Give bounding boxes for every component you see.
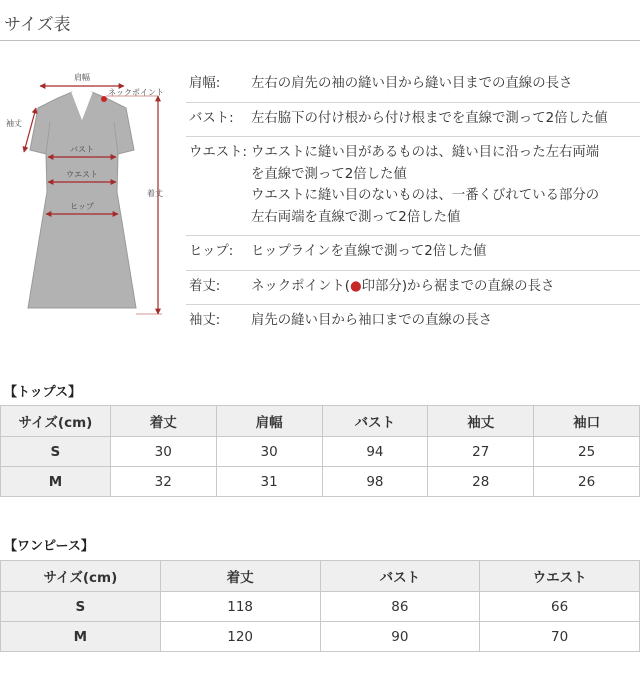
definition-term: バスト: xyxy=(189,110,234,126)
table-row xyxy=(1,437,640,467)
table-header-row xyxy=(1,406,640,437)
definition-line: を直線で測って2倍した値 xyxy=(251,166,407,182)
column-header: 袖丈 xyxy=(428,406,534,437)
definition-text: ネックポイント( xyxy=(251,278,350,294)
column-header: 着丈 xyxy=(160,561,320,592)
definition-row xyxy=(186,271,640,306)
definition-row xyxy=(186,103,640,138)
measurement-definitions xyxy=(186,68,640,339)
size-cell: M xyxy=(1,622,161,652)
waist-label: ウエスト xyxy=(66,170,98,179)
column-header: 袖口 xyxy=(534,406,640,437)
table-cell: 118 xyxy=(160,592,320,622)
dress-diagram xyxy=(0,62,180,332)
column-header: バスト xyxy=(320,561,480,592)
definition-term: 着丈: xyxy=(189,278,221,294)
page-title: サイズ表 xyxy=(4,15,71,35)
table-cell: 90 xyxy=(320,622,480,652)
definition-desc xyxy=(251,142,640,228)
definition-desc xyxy=(251,241,640,263)
definition-desc xyxy=(251,276,640,298)
neck-point-dot xyxy=(101,96,107,102)
table-row xyxy=(1,592,640,622)
title-divider xyxy=(0,40,640,41)
bust-label: バスト xyxy=(70,145,94,154)
definition-row xyxy=(186,137,640,236)
shoulder-label: 肩幅 xyxy=(74,73,90,82)
table-cell: 28 xyxy=(428,467,534,497)
neck-point-label: ネックポイント xyxy=(108,88,164,97)
table-cell: 98 xyxy=(322,467,428,497)
definition-term: 袖丈: xyxy=(189,313,221,328)
definition-line: ヒップラインを直線で測って2倍した値 xyxy=(251,244,487,259)
column-header: ウエスト xyxy=(480,561,640,592)
table-row xyxy=(1,467,640,497)
definition-term: ウエスト: xyxy=(189,145,248,160)
definition-line: 左右両端を直線で測って2倍した値 xyxy=(251,209,461,225)
definition-term: ヒップ: xyxy=(189,244,234,259)
table-cell: 94 xyxy=(322,437,428,467)
length-label: 着丈 xyxy=(147,189,163,198)
definition-row xyxy=(186,68,640,103)
table-cell: 25 xyxy=(534,437,640,467)
table-cell: 30 xyxy=(216,437,322,467)
definition-term: 肩幅: xyxy=(189,76,221,91)
table-row xyxy=(1,622,640,652)
definition-line: 左右脇下の付け根から付け根までを直線で測って2倍した値 xyxy=(251,110,608,126)
table-cell: 70 xyxy=(480,622,640,652)
column-header: バスト xyxy=(322,406,428,437)
table-cell: 27 xyxy=(428,437,534,467)
table-cell: 120 xyxy=(160,622,320,652)
definition-desc xyxy=(251,108,640,130)
definition-text: 印部分)から裾までの直線の長さ xyxy=(361,278,555,294)
table-cell: 31 xyxy=(216,467,322,497)
tops-heading: 【トップス】 xyxy=(4,385,82,400)
definition-row xyxy=(186,305,640,339)
table-cell: 66 xyxy=(480,592,640,622)
red-dot-icon: ● xyxy=(349,278,362,294)
definition-desc xyxy=(251,73,640,95)
column-header: サイズ(cm) xyxy=(1,561,161,592)
column-header: サイズ(cm) xyxy=(1,406,111,437)
table-header-row xyxy=(1,561,640,592)
definition-line: 肩先の縫い目から袖口までの直線の長さ xyxy=(251,313,493,328)
table-cell: 32 xyxy=(110,467,216,497)
tops-size-table xyxy=(0,405,640,497)
column-header: 着丈 xyxy=(110,406,216,437)
column-header: 肩幅 xyxy=(216,406,322,437)
dress-silhouette xyxy=(28,92,136,308)
size-cell: M xyxy=(1,467,111,497)
definition-line: ウエストに縫い目があるものは、縫い目に沿った左右両端 xyxy=(251,145,600,160)
definition-line: ウエストに縫い目のないものは、一番くびれている部分の xyxy=(251,188,600,203)
size-cell: S xyxy=(1,592,161,622)
table-cell: 86 xyxy=(320,592,480,622)
definition-desc xyxy=(251,310,640,332)
size-cell: S xyxy=(1,437,111,467)
onepiece-heading: 【ワンピース】 xyxy=(4,539,94,554)
table-cell: 30 xyxy=(110,437,216,467)
onepiece-size-table xyxy=(0,560,640,652)
definition-line: 左右の肩先の袖の縫い目から縫い目までの直線の長さ xyxy=(251,76,573,91)
hip-label: ヒップ xyxy=(70,202,94,211)
sleeve-label: 袖丈 xyxy=(6,119,22,128)
table-cell: 26 xyxy=(534,467,640,497)
definition-row xyxy=(186,236,640,271)
